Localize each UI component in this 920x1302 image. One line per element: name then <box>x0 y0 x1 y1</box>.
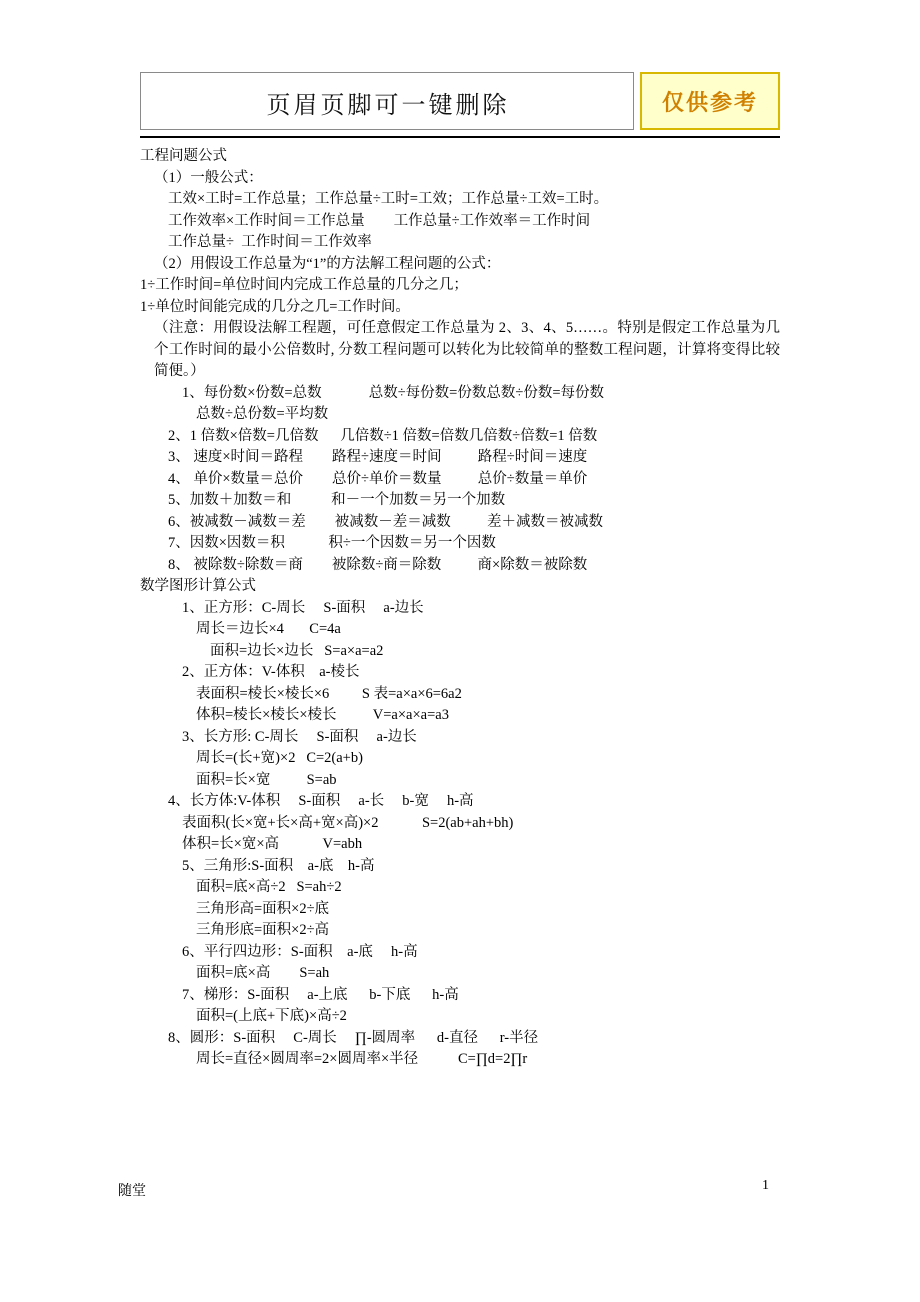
body-line: 面积=底×高÷2 S=ah÷2 <box>196 879 342 895</box>
body-line: 1÷工作时间=单位时间内完成工作总量的几分之几； <box>140 277 468 293</box>
body-line: 面积=底×高 S=ah <box>196 965 330 981</box>
body-line: 1、每份数×份数=总数 总数÷每份数=份数总数÷份数=每份数 <box>182 384 604 401</box>
body-line: 6、平行四边形：S-面积 a-底 h-高 <box>182 943 418 960</box>
body-line: 5、加数＋加数＝和 和－一个加数＝另一个加数 <box>168 492 506 508</box>
body-line: 体积=长×宽×高 V=abh <box>182 836 363 852</box>
page-header <box>140 72 780 132</box>
body-line: 体积=棱长×棱长×棱长 V=a×a×a=a3 <box>196 707 449 723</box>
body-line: 2、正方体：V-体积 a-棱长 <box>182 664 360 680</box>
reference-stamp: 仅供参考 <box>640 72 780 130</box>
footer-label: 随堂 <box>118 1184 146 1199</box>
body-line: 面积=长×宽 S=ab <box>196 771 337 788</box>
body-line: 周长=直径×圆周率=2×圆周率×半径 C=∏d=2∏r <box>196 1051 528 1067</box>
header-divider <box>140 136 780 138</box>
body-line: 面积=(上底+下底)×高÷2 <box>196 1008 347 1024</box>
body-line: 工作总量÷ 工作时间＝工作效率 <box>168 234 372 250</box>
body-line: 5、三角形:S-面积 a-底 h-高 <box>182 857 375 874</box>
body-line: 三角形底=面积×2÷高 <box>196 922 330 938</box>
body-line: 3、长方形: C-周长 S-面积 a-边长 <box>182 728 417 745</box>
body-line: 8、 被除数÷除数＝商 被除数÷商＝除数 商×除数＝被除数 <box>168 556 588 573</box>
body-line: 三角形高=面积×2÷底 <box>196 900 330 917</box>
body-line: （2）用假设工作总量为“1”的方法解工程问题的公式： <box>154 255 501 272</box>
body-line: 表面积(长×宽+长×高+宽×高)×2 S=2(ab+ah+bh) <box>182 814 514 831</box>
body-line: 7、因数×因数＝积 积÷一个因数＝另一个因数 <box>168 535 496 551</box>
body-line: 周长=(长+宽)×2 C=2(a+b) <box>196 750 363 766</box>
body-line: 3、 速度×时间＝路程 路程÷速度＝时间 路程÷时间＝速度 <box>168 449 588 465</box>
body-line: 7、梯形：S-面积 a-上底 b-下底 h-高 <box>182 986 459 1003</box>
body-line: 4、长方体:V-体积 S-面积 a-长 b-宽 h-高 <box>168 793 474 809</box>
body-line: 2、1 倍数×倍数=几倍数 几倍数÷1 倍数=倍数几倍数÷倍数=1 倍数 <box>168 427 598 444</box>
page-number: 1 <box>762 1178 769 1193</box>
body-line: 1÷单位时间能完成的几分之几=工作时间。 <box>140 298 410 315</box>
body-line: （1）一般公式： <box>154 169 263 186</box>
body-line: 总数÷总份数=平均数 <box>196 406 329 422</box>
body-line: 1、正方形：C-周长 S-面积 a-边长 <box>182 599 424 616</box>
section-heading-geometry: 数学图形计算公式 <box>140 578 256 594</box>
body-line: 4、 单价×数量＝总价 总价÷单价＝数量 总价÷数量＝单价 <box>168 470 588 487</box>
body-line: 面积=边长×边长 S=a×a=a2 <box>210 642 384 659</box>
body-line: 8、圆形：S-面积 C-周长 ∏-圆周率 d-直径 r-半径 <box>168 1029 539 1046</box>
body-line: 周长＝边长×4 C=4a <box>196 621 341 637</box>
document-body <box>140 146 780 1071</box>
header-title: 页眉页脚可一键删除 <box>266 92 510 119</box>
body-line: 工作效率×工作时间＝工作总量 工作总量÷工作效率＝工作时间 <box>168 212 591 229</box>
section-heading-engineering: 工程问题公式 <box>140 148 227 164</box>
body-line: 表面积=棱长×棱长×6 S 表=a×a×6=6a2 <box>196 685 462 702</box>
body-line: 工效×工时=工作总量；工作总量÷工时=工效；工作总量÷工效=工时。 <box>168 191 609 207</box>
body-note: （注意：用假设法解工程题，可任意假定工作总量为 2、3、4、5……。特别是假定工作总量为几个工作时间的最小公倍数时, 分数工程问题可以转化为比较简单的整数工程问题，计算将变得比较简便。） <box>154 320 780 379</box>
body-line: 6、被减数－减数＝差 被减数－差＝减数 差＋减数＝被减数 <box>168 513 603 530</box>
header-title-box <box>140 72 634 130</box>
